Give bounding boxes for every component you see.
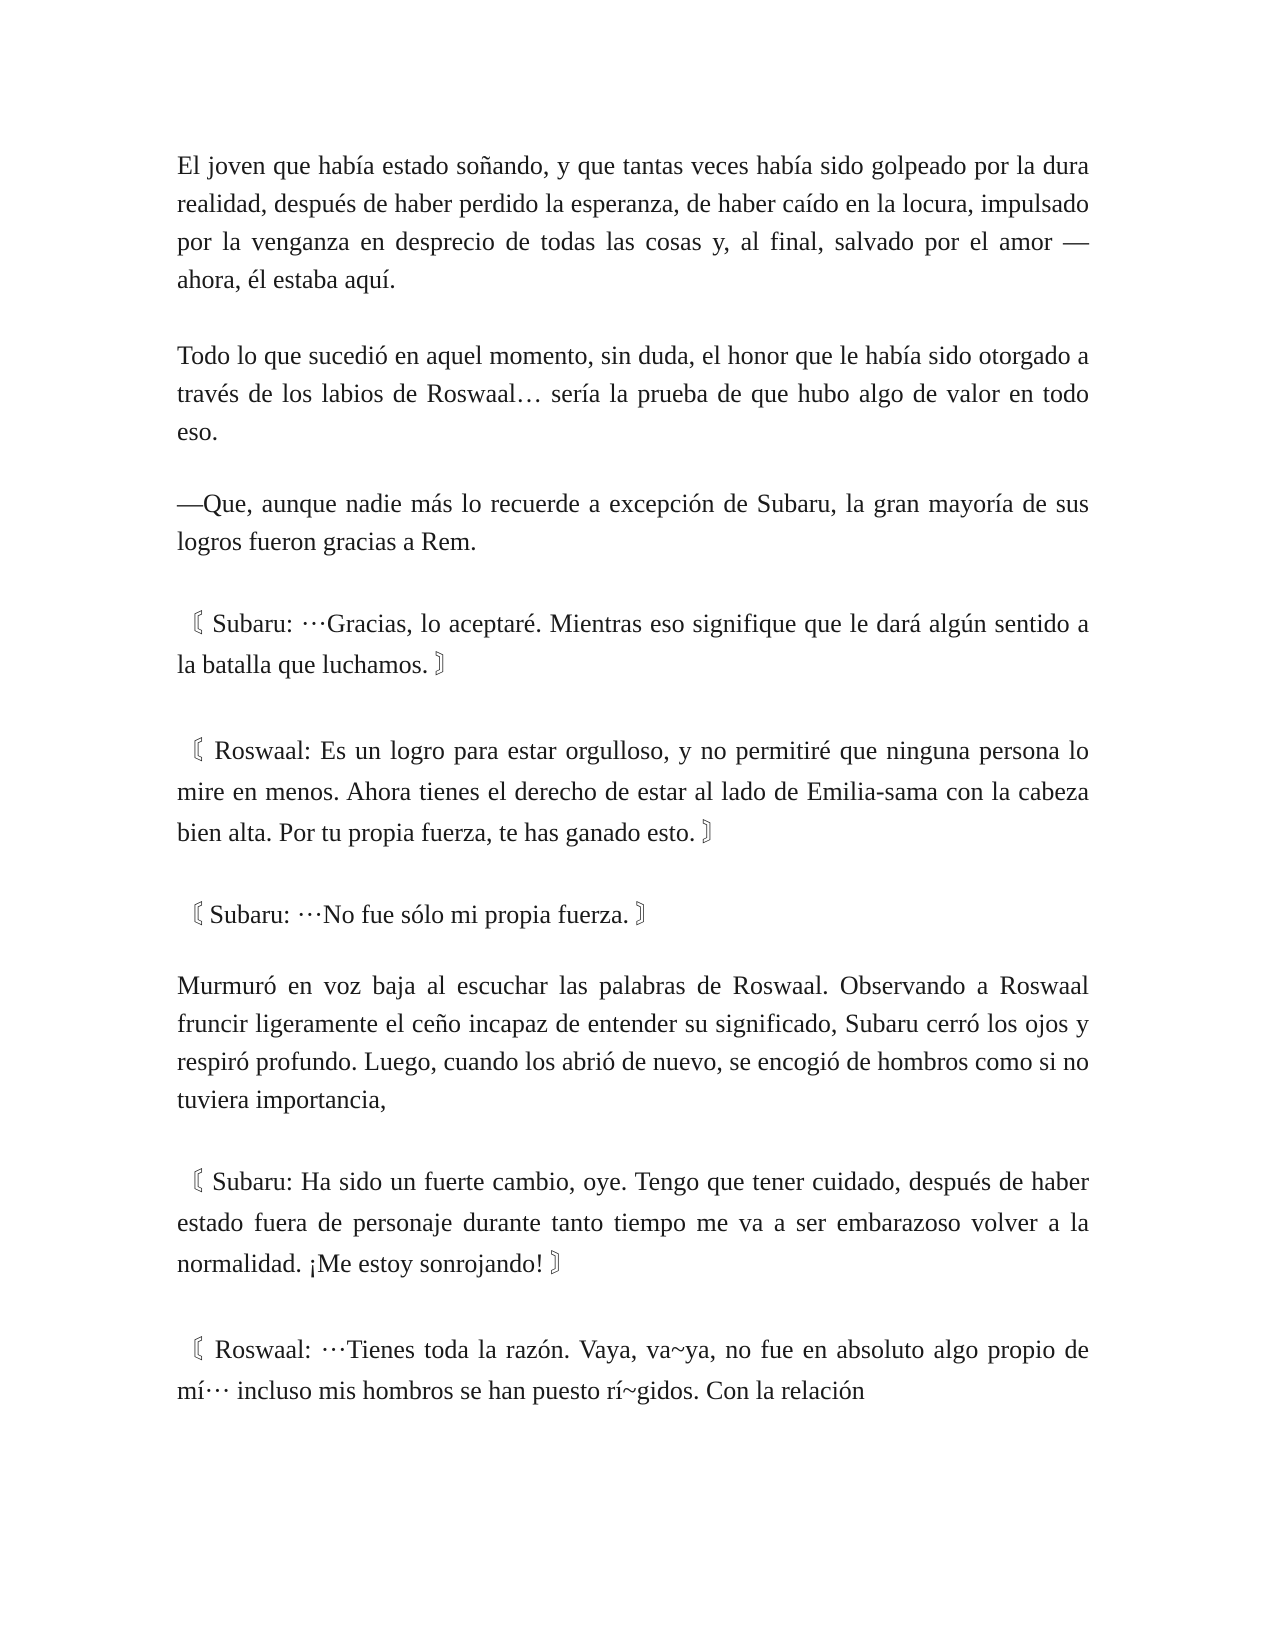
- body-text: [177, 147, 1089, 1411]
- dialogue-paragraph: 〘 Subaru: ···No fue sólo mi propia fuerza. 〙: [177, 900, 662, 929]
- dialogue-paragraph: 〘 Subaru: ···Gracias, lo aceptaré. Mientras eso signifique que le dará algún sentido a la batalla que luchamos. 〙: [177, 609, 1089, 679]
- narration-paragraph: Murmuró en voz baja al escuchar las palabras de Roswaal. Observando a Roswaal fruncir ligeramente el ceño incapaz de entender su significado, Subaru cerró los ojos y respiró profundo. Luego, cuando los abrió de nuevo, se encogió de hombros como si no tuviera importancia,: [177, 971, 1089, 1114]
- dialogue-paragraph: 〘 Roswaal: Es un logro para estar orgulloso, y no permitiré que ninguna persona lo mire en menos. Ahora tienes el derecho de estar al lado de Emilia-sama con la cabeza bien alta. Por tu propia fuerza, te has ganado esto. 〙: [177, 736, 1089, 847]
- narration-paragraph: El joven que había estado soñando, y que tantas veces había sido golpeado por la dura realidad, después de haber perdido la esperanza, de haber caído en la locura, impulsado por la venganza en desprecio de todas las cosas y, al final, salvado por el amor — ahora, él estaba aquí.: [177, 151, 1089, 294]
- narration-paragraph: —Que, aunque nadie más lo recuerde a excepción de Subaru, la gran mayoría de sus logros fueron gracias a Rem.: [177, 489, 1089, 556]
- narration-paragraph: Todo lo que sucedió en aquel momento, sin duda, el honor que le había sido otorgado a través de los labios de Roswaal… sería la prueba de que hubo algo de valor en todo eso.: [177, 341, 1089, 446]
- dialogue-paragraph: 〘 Roswaal: ···Tienes toda la razón. Vaya, va~ya, no fue en absoluto algo propio de mí··· incluso mis hombros se han puesto rí~gidos. Con la relación: [177, 1335, 1089, 1405]
- dialogue-paragraph: 〘 Subaru: Ha sido un fuerte cambio, oye. Tengo que tener cuidado, después de haber estado fuera de personaje durante tanto tiempo me va a ser embarazoso volver a la normalidad. ¡Me estoy sonrojando! 〙: [177, 1167, 1089, 1278]
